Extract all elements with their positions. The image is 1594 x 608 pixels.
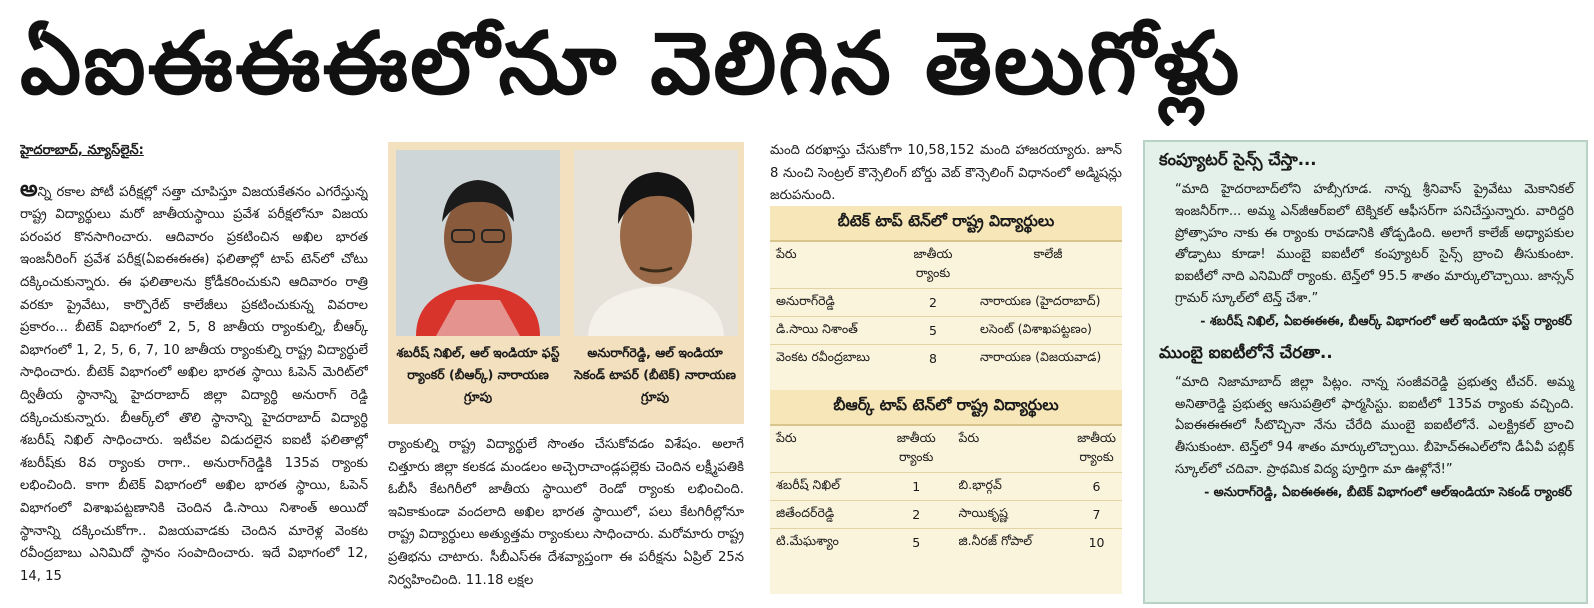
- rank: 2: [880, 501, 953, 529]
- table-row: [770, 345, 1122, 373]
- col-header: జాతీయ ర్యాంకు: [913, 246, 953, 280]
- student-portrait-icon: [574, 150, 738, 336]
- byline: హైదరాబాద్, న్యూస్‌లైన్:: [20, 143, 144, 158]
- col-header: పేరు: [958, 430, 980, 445]
- quotes-sidebar: [1143, 140, 1588, 604]
- photo-box: [388, 142, 744, 424]
- rank: 6: [1071, 473, 1122, 501]
- table-row: [770, 317, 1122, 345]
- student-portrait-icon: [396, 150, 560, 336]
- rank: 8: [892, 345, 974, 373]
- col-header: పేరు: [776, 430, 797, 445]
- lead-column: [20, 140, 368, 600]
- college: లసెంట్ (విశాఖపట్టణం): [974, 317, 1122, 345]
- btech-table: [770, 242, 1122, 372]
- caption-shabareesh: శబరీష్ నిఖిల్, ఆల్ ఇండియా ఫస్ట్ ర్యాంకర్ (బీఆర్క్) నారాయణ గ్రూపు: [396, 345, 560, 404]
- college: నారాయణ (విజయవాడ): [974, 345, 1122, 373]
- sidebar-attribution-2: - అనురాగ్‌రెడ్డి, ఏఐఈఈఈ, బీటెక్ విభాగంలో ఆల్‌ఇండియా సెకండ్ ర్యాంకర్: [1204, 483, 1572, 499]
- student-name: బి.భార్గవ్: [953, 473, 1072, 501]
- third-column: [770, 140, 1122, 206]
- table-row: [770, 289, 1122, 317]
- barch-table: [770, 426, 1122, 556]
- student-name: శబరీష్ నిఖిల్: [770, 473, 880, 501]
- rank-tables: [770, 206, 1122, 594]
- col-header: జాతీయ ర్యాంకు: [896, 430, 936, 464]
- sidebar-attribution-1: - శబరీష్ నిఖిల్, ఏఐఈఈఈ, బీఆర్క్ విభాగంలో ఆల్ ఇండియా ఫస్ట్ ర్యాంకర్: [1200, 312, 1572, 328]
- sidebar-heading-1: కంప్యూటర్ సైన్స్ చేస్తా...: [1159, 150, 1317, 169]
- table-row: [770, 473, 1122, 501]
- student-name: టి.మేఘశ్యాం: [770, 529, 880, 557]
- col-header: జాతీయ ర్యాంకు: [1077, 430, 1116, 464]
- sidebar-quote-1: “మాది హైదరాబాద్‌లోని హబ్సీగూడ. నాన్న శ్రీనివాస్ ప్రైవేటు మెకానికల్ ఇంజనీర్‌గా... అమ్మ ఎన్‌జీఆర్ఐలో టెక్నికల్ ఆఫీసర్‌గా పనిచేస్తున్నారు. వారిద్దరి ప్రోత్సాహం నాకు ఈ ర్యాంకు రావడానికి తోడ్పడింది. అలాగే కాలేజ్ అధ్యాపకుల తోడ్పాటు కూడా! ముంబై ఐఐటీలో కంప్యూటర్ సైన్స్ బ్రాంచి తీసుకుంటా. ఐఐటీలో నాది ఎనిమిదో ర్యాంకు. టెన్త్‌లో 95.5 శాతం మార్కులొచ్చాయి. జాన్సన్ గ్రామర్ స్కూల్‌లో టెన్త్ చేశా.”: [1175, 182, 1574, 306]
- student-name: వెంకట రవీంద్రబాబు: [770, 345, 892, 373]
- lead-paragraph: [20, 176, 368, 589]
- headline: ఏఐఈఈఈలోనూ వెలిగిన తెలుగోళ్లు: [20, 14, 1242, 114]
- table-row: [770, 501, 1122, 529]
- rank: 5: [880, 529, 953, 557]
- third-column-text: మంది దరఖాస్తు చేసుకోగా 10,58,152 మంది హాజరయ్యారు. జూన్ 8 నుంచి సెంట్రల్ కౌన్సెలింగ్ బోర్డు వెబ్ కౌన్సెలింగ్ విధానంలో అడ్మిషన్లు జరుపనుంది.: [770, 143, 1122, 204]
- rank: 7: [1071, 501, 1122, 529]
- student-name: డి.సాయి నిశాంత్: [770, 317, 892, 345]
- student-name: అనురాగ్‌రెడ్డి: [770, 289, 892, 317]
- student-name: జి.నీరజ్ గోపాల్: [953, 529, 1072, 557]
- rank: 10: [1071, 529, 1122, 557]
- col-header: కాలేజీ: [1033, 246, 1063, 261]
- sidebar-quote-2: “మాది నిజామాబాద్ జిల్లా పిట్లం. నాన్న సంజీవరెడ్డి ప్రభుత్వ టీచర్. అమ్మ అనితారెడ్డి ప్రభుత్వ ఆసుపత్రిలో ఫార్మసిస్టు. ఐఐటీలో 135వ ర్యాంకు వచ్చింది. ఏఐఈఈఈలో సీటొచ్చినా నేను చేరేది ముంబై ఐఐటీలోనే. ఎలక్ట్రికల్ బ్రాంచి తీసుకుంటా. టెన్త్‌లో 94 శాతం మార్కులొచ్చాయి. బీహెచ్ఈఎల్‌లోని డీఏవీ పబ్లిక్ స్కూల్‌లో చదివా. ప్రాథమిక విద్య పూర్తిగా మా ఊళ్లోనే!”: [1175, 374, 1574, 477]
- drop-cap: అ: [20, 176, 38, 202]
- photo-shabareesh: [396, 150, 560, 336]
- rank: 1: [880, 473, 953, 501]
- caption-anurag: అనురాగ్‌రెడ్డి, ఆల్ ఇండియా సెకండ్ టాపర్ (బీటెక్) నారాయణ గ్రూపు: [574, 345, 736, 404]
- college: నారాయణ (హైదరాబాద్): [974, 289, 1122, 317]
- col-header: పేరు: [776, 246, 797, 261]
- student-name: సాయికృష్ణ: [953, 501, 1072, 529]
- photo-anurag: [574, 150, 738, 336]
- student-name: జితేందర్‌రెడ్డి: [770, 501, 880, 529]
- table-row: [770, 529, 1122, 557]
- second-column: [388, 434, 744, 600]
- second-column-text: ర్యాంకుల్ని రాష్ట్ర విద్యార్థులే సొంతం చేసుకోవడం విశేషం. అలాగే చిత్తూరు జిల్లా కలకడ మండలం అచ్చెరాచాండ్లపల్లెకు చెందిన లక్ష్మీపతికి ఓబీసీ కేటగిరీలో జాతీయ స్థాయిలో రెండో ర్యాంకు లభించింది. ఇవికాకుండా వందలాది అఖిల భారత స్థాయిలో, పలు కేటగిరీల్లోనూ రాష్ట్ర విద్యార్థులు అత్యుత్తమ ర్యాంకులు సాధించారు. మరోమారు రాష్ట్ర ప్రతిభను చాటారు. సీబీఎస్ఈ దేశవ్యాప్తంగా ఈ పరీక్షను ఏప్రిల్ 25న నిర్వహించింది. 11.18 లక్షల: [388, 437, 744, 588]
- lead-text: న్ని రకాల పోటీ పరీక్షల్లో సత్తా చూపిస్తూ విజయకేతనం ఎగరేస్తున్న రాష్ట్ర విద్యార్థులు మరో జాతీయస్థాయి ప్రవేశ పరీక్షలోనూ విజయ పరంపర కొనసాగించారు. ఆదివారం ప్రకటించిన అఖిల భారత ఇంజనీరింగ్ ప్రవేశ పరీక్ష(ఏఐఈఈఈ) ఫలితాల్లో టాప్ టెన్‌లో చోటు దక్కించుకున్నారు. ఈ ఫలితాలను క్రోడీకరించుకుని ఆదివారం రాత్రి వరకూ ప్రైవేటు, కార్పొరేట్ కాలేజీలు ప్రకటించుకున్న వివరాల ప్రకారం... బీటెక్ విభాగంలో 2, 5, 8 జాతీయ ర్యాంకుల్ని, బీఆర్క్ విభాగంలో 1, 2, 5, 6, 7, 10 జాతీయ ర్యాంకుల్ని రాష్ట్ర విద్యార్థులే సాధించారు. బీటెక్ విభాగంలో అఖిల భారత స్థాయి ఓపెన్ మెరిట్‌లో ద్వితీయ స్థానాన్ని హైదరాబాద్ జిల్లా విద్యార్థి అనురాగ్ రెడ్డి దక్కించుకున్నారు. బీఆర్క్‌లో తొలి స్థానాన్ని హైదరాబాద్ విద్యార్థి శబరీష్ నిఖిల్ సాధించారు. ఇటీవల విడుదలైన ఐఐటీ ఫలితాల్లో శబరీష్‌కు 8వ ర్యాంకు రాగా.. అనురాగ్‌రెడ్డికి 135వ ర్యాంకు లభించింది. కాగా బీటెక్ విభాగంలో అఖిల భారత స్థాయి, ఓపెన్ విభాగంలో విశాఖపట్టణానికి చెందిన డి.సాయి నిశాంత్ అయిదో స్థానాన్ని దక్కించుకోగా.. విజయవాడకు చెందిన మారెళ్ల వెంకట రవీంద్రబాబు ఎనిమిదో స్థానం సంపాదించారు. ఇదే విభాగంలో 12, 14, 15: [20, 184, 368, 584]
- btech-table-title: బీటెక్ టాప్ టెన్‌లో రాష్ట్ర విద్యార్థులు: [770, 206, 1122, 242]
- sidebar-heading-2: ముంబై ఐఐటీలోనే చేరతా..: [1159, 342, 1333, 362]
- rank: 2: [892, 289, 974, 317]
- rank: 5: [892, 317, 974, 345]
- barch-table-title: బీఆర్క్ టాప్ టెన్‌లో రాష్ట్ర విద్యార్థులు: [770, 390, 1122, 426]
